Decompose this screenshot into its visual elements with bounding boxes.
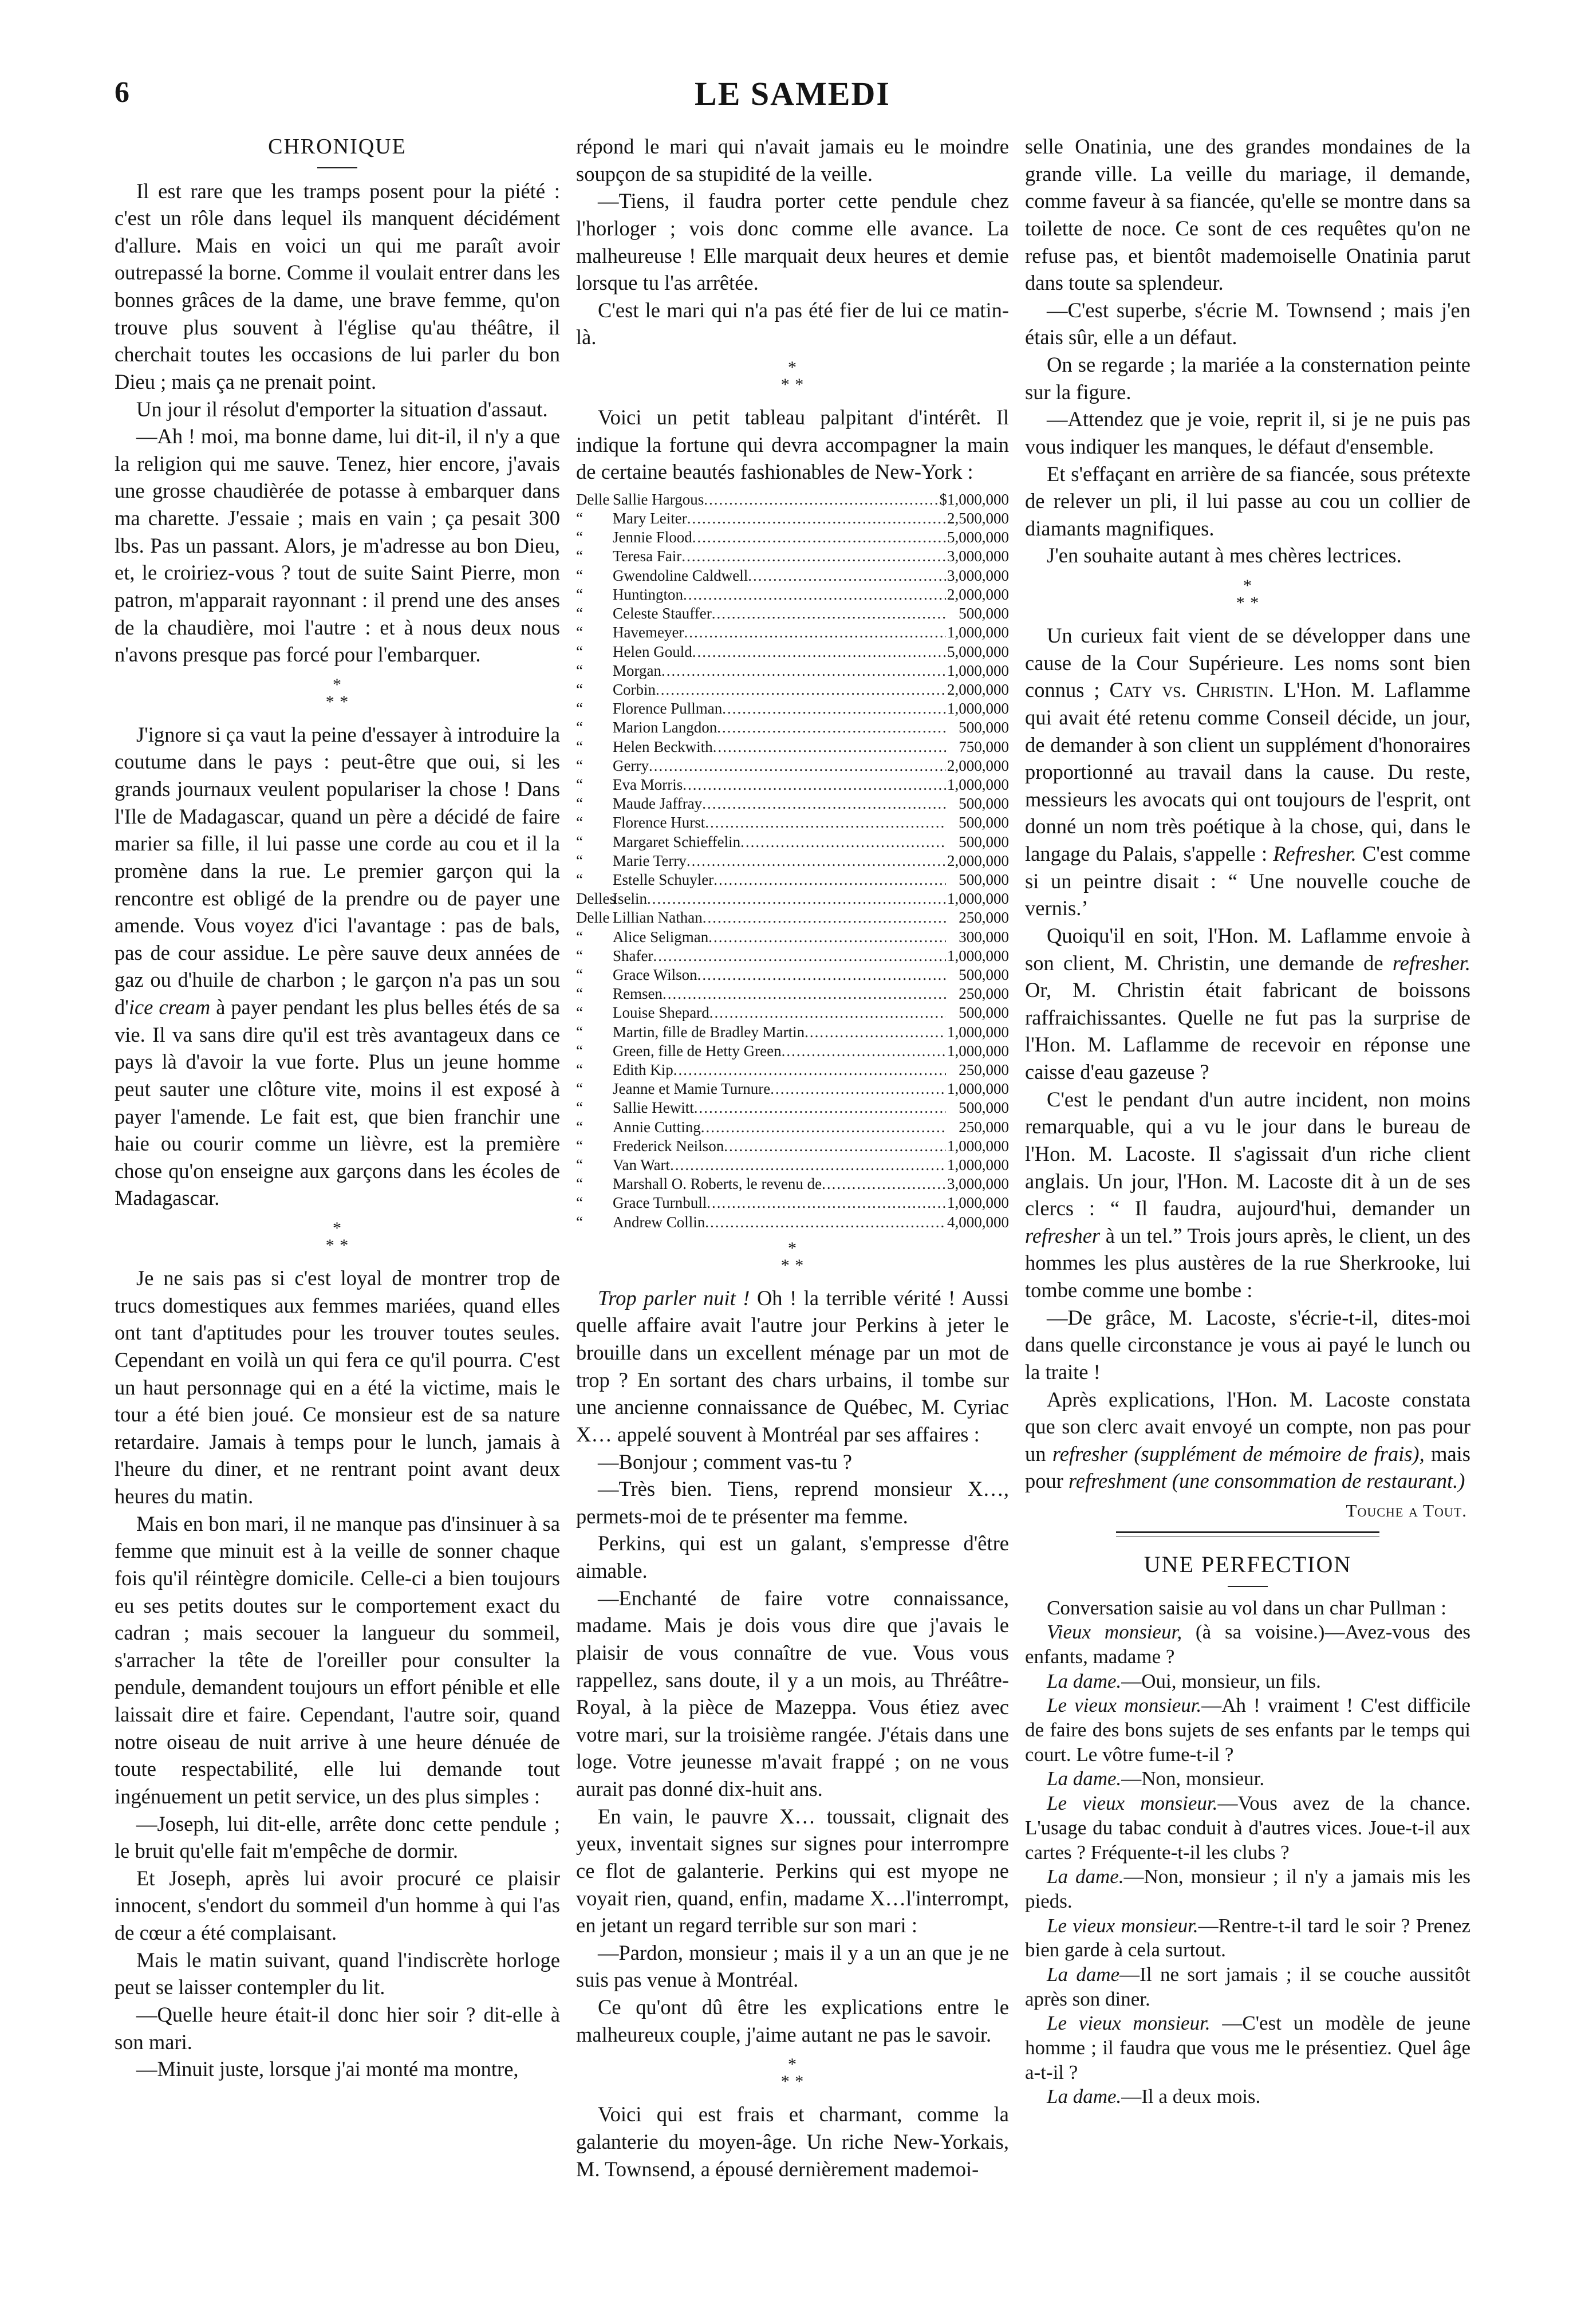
fortune-row [576, 528, 1009, 547]
dialogue-text: —Rentre-t-il tard le soir ? Prenez bien garde à cela surtout. [1025, 1914, 1470, 1961]
paragraph: —Bonjour ; comment vas-tu ? [598, 1449, 853, 1474]
fortune-prefix: Delles [576, 890, 616, 908]
fortune-row [576, 928, 1009, 947]
speaker-name: Vieux monsieur, [1047, 1621, 1182, 1644]
fortune-amount: 500,000 [959, 1099, 1009, 1117]
asterism-divider: * * * [325, 1219, 349, 1255]
fortune-amount: 500,000 [959, 795, 1009, 813]
fortune-name: Helen Gould [613, 643, 692, 660]
fortune-name: Mary Leiter [613, 510, 687, 527]
leader-dots [717, 718, 946, 737]
fortune-prefix: “ [576, 680, 583, 698]
paragraph: En vain, le pauvre X… toussait, clignait des yeux, inventait signes sur signes pour interrompre ce flot de galanterie. Perkins qui est myope ne voyait rien, quand, enfin, madame X…l'interrompt, en jetant un regard terrible sur son mari : [576, 1804, 1009, 1937]
fortune-row [576, 1023, 1009, 1042]
paragraph: J'en souhaite autant à mes chères lectrices. [1047, 543, 1402, 568]
fortune-amount: 250,000 [959, 985, 1009, 1003]
fortune-prefix: “ [576, 852, 583, 869]
leader-dots [805, 1023, 946, 1042]
section-heading-chronique: CHRONIQUE [268, 135, 407, 159]
column-right [1025, 133, 1470, 2109]
fortune-name: Gwendoline Caldwell [613, 566, 748, 584]
fortune-row [576, 1118, 1009, 1137]
dialogue-line [1025, 1693, 1470, 1767]
fortune-amount: 1,000,000 [947, 661, 1009, 679]
fortune-name: Shafer [613, 947, 653, 964]
fortune-name: Havemeyer [613, 624, 684, 641]
fortune-row [576, 718, 1009, 737]
fortune-name: Sallie Hargous [613, 490, 704, 508]
section-divider-rule [1116, 1531, 1379, 1537]
dialogue-text: —Non, monsieur ; il n'y a jamais mis les pieds. [1025, 1865, 1471, 1912]
speaker-name: La dame. [1047, 1669, 1122, 1692]
speaker-name: La dame. [1047, 1767, 1122, 1790]
fortune-row [576, 490, 1009, 509]
fortune-prefix: Delle [576, 490, 610, 508]
masthead-title: LE SAMEDI [695, 75, 890, 112]
paragraph: Un curieux fait vient de se développer dans une cause de la Cour Supérieure. Les noms sont bien connus ; Caty vs. Christin. L'Hon. M. Laflamme qui avait été retenu comme Conseil décide, un jour, de demander à son client un supplément d'honoraires proportionné au travail dans la cause. Du reste, messieurs les avocats qui ont toujours de l'esprit, ont donné un nom très poétique à la chose, qui, dans le langage du Palais, s'appelle : Refresher. C'est comme si un peintre disait : “ Une nouvelle couche de vernis.’ [1025, 624, 1471, 920]
dialogue-line [1025, 1767, 1470, 1791]
paragraph: Perkins, qui est un galant, s'empresse d'être aimable. [576, 1531, 1009, 1583]
fortune-name: Annie Cutting [613, 1118, 701, 1136]
dialogue-line [1025, 1620, 1470, 1669]
dialogue-text: —Oui, monsieur, un fils. [1121, 1669, 1321, 1692]
fortune-prefix: “ [576, 1042, 583, 1059]
fortune-amount: 500,000 [959, 1004, 1009, 1022]
leader-dots [687, 509, 946, 528]
fortune-row [576, 1137, 1009, 1156]
fortune-row [576, 1042, 1009, 1061]
fortune-prefix: “ [576, 510, 583, 527]
fortune-prefix: “ [576, 928, 583, 946]
asterism-divider: * * * [780, 358, 805, 394]
fortune-name: Alice Seligman [613, 928, 709, 946]
fortune-name: Marshall O. Roberts, le revenu de [613, 1175, 822, 1193]
fortune-row [576, 775, 1009, 794]
fortune-row [576, 643, 1009, 661]
fortune-name: Edith Kip [613, 1061, 673, 1078]
page-number: 6 [115, 76, 129, 109]
paragraph: Et s'effaçant en arrière de sa fiancée, sous prétexte de relever un pli, il lui passe au cou un collier de diamants magnifiques. [1025, 462, 1470, 540]
leader-dots [822, 1175, 946, 1193]
leader-dots [713, 870, 946, 889]
fortune-amount: 1,000,000 [947, 1156, 1009, 1173]
fortune-amount: 5,000,000 [947, 643, 1009, 660]
paragraph: Voici un petit tableau palpitant d'intérêt. Il indique la fortune qui devra accompagner la main de certaine beautés fashionables de New-York : [576, 405, 1009, 484]
fortune-row [576, 947, 1009, 966]
leader-dots [656, 680, 946, 699]
fortune-row [576, 566, 1009, 585]
fortune-prefix: “ [576, 547, 583, 565]
paragraph: —Tiens, il faudra porter cette pendule chez l'horloger ; vois donc comme elle avance. La malheureuse ! Elle marquait deux heures et demie lorsque tu l'as arrêtée. [576, 189, 1009, 295]
fortune-amount: 2,000,000 [947, 585, 1009, 603]
fortune-prefix: “ [576, 700, 583, 718]
leader-dots [683, 585, 946, 604]
italic-phrase: refreshment (une consommation de restaurant.) [1069, 1469, 1465, 1493]
column-left [115, 133, 560, 2083]
fortune-prefix: “ [576, 1175, 583, 1193]
fortune-name: Teresa Fair [613, 547, 682, 565]
fortune-prefix: “ [576, 814, 583, 832]
fortune-prefix: Delle [576, 909, 610, 927]
paragraph: —Enchanté de faire votre connaissance, madame. Mais je dois vous dire que j'avais le plaisir de vous connaître de vue. Vous vous rappellez, sans doute, il y a un mois, au Thréâtre-Royal, à la pièce de Mazeppa. Vous étiez avec votre mari, sur la troisième rangée. J'étais dans une loge. Votre jeunesse m'avait frappé ; on ne vous aurait pas donné dix-huit ans. [576, 1586, 1009, 1801]
dialogue-line [1025, 1914, 1470, 1963]
leader-dots [684, 623, 946, 642]
fortune-name: Corbin [613, 680, 656, 698]
fortune-prefix: “ [576, 833, 583, 850]
fortune-amount: 1,000,000 [947, 1080, 1009, 1098]
fortune-row [576, 794, 1009, 813]
fortune-amount: 1,000,000 [947, 1042, 1009, 1059]
leader-dots [740, 833, 946, 852]
italic-phrase: Trop parler nuit ! [598, 1286, 750, 1310]
fortune-amount: 1,000,000 [947, 624, 1009, 641]
leader-dots [782, 1042, 946, 1061]
leader-dots [663, 984, 946, 1003]
case-name: Caty vs. Christin. [1109, 678, 1274, 702]
fortune-name: Marion Langdon [613, 719, 717, 736]
fortune-amount: 2,500,000 [947, 510, 1009, 527]
fortune-amount: 1,000,000 [947, 890, 1009, 908]
asterism-divider: * * * [780, 2055, 805, 2091]
leader-dots [705, 813, 946, 832]
paragraph: —Minuit juste, lorsque j'ai monté ma montre, [136, 2057, 519, 2081]
fortune-name: Remsen [613, 985, 663, 1003]
fortune-name: Gerry [613, 757, 649, 774]
fortune-name: Eva Morris [613, 775, 683, 793]
fortune-amount: 1,000,000 [947, 700, 1009, 718]
fortune-name: Helen Beckwith [613, 738, 713, 755]
fortune-prefix: “ [576, 757, 583, 774]
paragraph: —Très bien. Tiens, reprend monsieur X…, permets-moi de te présenter ma femme. [576, 1477, 1009, 1528]
fortune-name: Jeanne et Mamie Turnure [613, 1080, 771, 1098]
dialogue-lines [1025, 1620, 1470, 2109]
fortune-row [576, 1003, 1009, 1022]
italic-phrase: refresher (supplément de mémoire de frais), [1052, 1441, 1425, 1466]
fortune-prefix: “ [576, 1080, 583, 1098]
paragraph: —Pardon, monsieur ; mais il y a un an que je ne suis pas venue à Montréal. [576, 1940, 1009, 1992]
dialogue-line [1025, 2011, 1470, 2085]
paragraph: C'est le mari qui n'a pas été fier de lui ce matin-là. [576, 298, 1009, 349]
leader-dots [770, 1080, 946, 1098]
fortune-prefix: “ [576, 643, 583, 660]
paragraph: —De grâce, M. Lacoste, s'écrie-t-il, dites-moi dans quelle circonstance je vous ai payé le lunch ou la traite ! [1025, 1305, 1470, 1384]
dialogue-line [1025, 2085, 1470, 2109]
dialogue-text: —Il ne sort jamais ; il se couche aussitôt après son diner. [1025, 1963, 1470, 2010]
speaker-name: Le vieux monsieur. [1047, 1914, 1198, 1937]
fortune-row [576, 908, 1009, 927]
fortune-prefix: “ [576, 947, 583, 964]
fortune-row [576, 852, 1009, 870]
paragraph: Voici qui est frais et charmant, comme la galanterie du moyen-âge. Un riche New-Yorkais, M. Townsend, a épousé dernièrement mademoi- [576, 2102, 1009, 2181]
speaker-name: Le vieux monsieur. [1047, 1694, 1202, 1717]
fortune-amount: 2,000,000 [947, 757, 1009, 774]
fortune-prefix: “ [576, 1118, 583, 1136]
paragraph: Conversation saisie au vol dans un char Pullman : [1047, 1596, 1446, 1619]
paragraph: —Ah ! moi, ma bonne dame, lui dit-il, il n'y a que la religion qui me sauve. Tenez, hier encore, j'avais une grosse chaudièrée de potasse à embarquer dans ma charette. J'essaie ; mais en vain ; ça pesait 300 lbs. Pas un passant. Alors, je m'adresse au bon Dieu, et, le croiriez-vous ? tout de suite Saint Pierre, mon patron, m'apparait rayonnant : il prend une des anses de la chaudière, moi l'autre : et à nous deux nous n'avons presque pas forcé pour l'embarquer. [115, 424, 560, 667]
fortune-prefix: “ [576, 566, 583, 584]
fortune-amount: 500,000 [959, 814, 1009, 832]
speaker-name: Le vieux monsieur. [1047, 2012, 1211, 2035]
paragraph: Et Joseph, après lui avoir procuré ce plaisir innocent, s'endort du sommeil d'un homme à qui l'as de cœur a été complaisant. [115, 1866, 560, 1945]
column-middle [576, 133, 1009, 2183]
fortune-name: Iselin [613, 890, 647, 908]
fortune-amount: 750,000 [959, 738, 1009, 755]
leader-dots [673, 1061, 946, 1080]
section-heading-perfection: UNE PERFECTION [1144, 1551, 1352, 1578]
leader-dots [712, 604, 946, 623]
paragraph: Mais le matin suivant, quand l'indiscrète horloge peut se laisser contempler du lit. [115, 1948, 560, 1999]
leader-dots [748, 566, 946, 585]
fortune-prefix: “ [576, 624, 583, 641]
heading-rule [317, 167, 357, 168]
fortune-row [576, 1080, 1009, 1098]
fortune-row [576, 1193, 1009, 1212]
fortune-amount: 2,000,000 [947, 852, 1009, 869]
italic-phrase: Refresher. [1273, 842, 1357, 865]
fortune-prefix: “ [576, 1194, 583, 1212]
fortune-row [576, 1061, 1009, 1080]
fortune-amount: 300,000 [959, 928, 1009, 946]
fortune-table [576, 490, 1009, 1232]
fortune-name: Green, fille de Hetty Green [613, 1042, 782, 1059]
fortune-amount: 500,000 [959, 833, 1009, 850]
heading-rule [1228, 1586, 1268, 1587]
fortune-row [576, 1213, 1009, 1232]
fortune-prefix: “ [576, 605, 583, 623]
leader-dots [713, 738, 946, 757]
fortune-amount: 1,000,000 [947, 1023, 1009, 1041]
fortune-amount: 500,000 [959, 605, 1009, 623]
leader-dots [702, 794, 946, 813]
leader-dots [647, 889, 946, 908]
fortune-amount: 3,000,000 [947, 547, 1009, 565]
leader-dots [692, 643, 946, 661]
fortune-name: Grace Wilson [613, 966, 697, 983]
italic-phrase: ice cream [128, 995, 211, 1019]
fortune-amount: 3,000,000 [947, 1175, 1009, 1193]
fortune-prefix: “ [576, 719, 583, 736]
leader-dots [692, 528, 946, 547]
fortune-prefix: “ [576, 1004, 583, 1022]
fortune-amount: 250,000 [959, 1061, 1009, 1078]
dialogue-line [1025, 1865, 1470, 1913]
fortune-name: Maude Jaffray [613, 795, 703, 813]
leader-dots [661, 661, 946, 680]
paragraph: On se regarde ; la mariée a la consternation peinte sur la figure. [1025, 353, 1470, 404]
paragraph: Quoiqu'il en soit, l'Hon. M. Laflamme envoie à son client, M. Christin, une demande de refresher. Or, M. Christin était fabricant de boissons raffraichissantes. Quelle ne fut pas la surprise de l'Hon. M. Laflamme de recevoir en réponse une caisse d'eau gazeuse ? [1025, 923, 1470, 1084]
fortune-amount: 4,000,000 [947, 1213, 1009, 1231]
fortune-name: Grace Turnbull [613, 1194, 707, 1212]
fortune-amount: 250,000 [959, 909, 1009, 927]
dialogue-block [1025, 1596, 1470, 2109]
fortune-amount: 3,000,000 [947, 566, 1009, 584]
paragraph: répond le mari qui n'avait jamais eu le moindre soupçon de sa stupidité de la veille. [576, 135, 1009, 186]
fortune-prefix: “ [576, 1023, 583, 1041]
speaker-name: La dame. [1047, 2085, 1122, 2108]
fortune-prefix: “ [576, 661, 583, 679]
leader-dots [694, 1098, 946, 1117]
paragraph: J'ignore si ça vaut la peine d'essayer à introduire la coutume dans le pays : peut-être que oui, si les grands journaux veulent populariser la chose ! Dans l'Ile de Madagascar, quand un père a décidé de faire marier sa fille, il lui passe une corde au cou et il la promène dans la rue. Le premier garçon qui la rencontre est obligé de la prendre ou de payer une amende. Vous voyez d'ici l'avantage : pas de bals, pas de cour assidue. Le père sauve deux années de gaz ou d'huile de charbon ; le garçon n'a pas un sou d'ice cream à payer pendant les plus belles étés de sa vie. Il va sans dire qu'il est très avantageux dans ce pays là d'avoir la vue forte. Plus un jeune homme peut sauter une clôture vite, moins il est exposé à payer l'amende. Le fait est, que bien franchir une haie ou courir comme un lièvre, est la première chose qu'on enseigne aux garçons dans les écoles de Madagascar. [115, 722, 560, 1210]
fortune-prefix: “ [576, 1061, 583, 1078]
leader-dots [708, 928, 946, 947]
leader-dots [681, 547, 946, 566]
leader-dots [709, 1003, 946, 1022]
speaker-name: La dame [1047, 1963, 1120, 1986]
paragraph: Il est rare que les tramps posent pour la piété : c'est un rôle dans lequel ils manquent décidément d'allure. Mais en voici un qui me paraît avoir outrepassé la borne. Comme il voulait entrer dans les bonnes grâces de la dame, une brave femme, qu'on trouve plus souvent à l'église qu'au théâtre, il cherchait toutes les occasions de lui parler du bon Dieu ; mais ça ne prenait point. [115, 179, 560, 393]
asterism-divider: * * * [325, 675, 349, 711]
leader-dots [649, 757, 946, 775]
italic-phrase: refresher. [1392, 951, 1470, 975]
paragraph: —Quelle heure était-il donc hier soir ? dit-elle à son mari. [115, 2002, 560, 2054]
fortune-row [576, 870, 1009, 889]
fortune-amount: 500,000 [959, 966, 1009, 983]
leader-dots [670, 1156, 946, 1175]
leader-dots [722, 699, 946, 718]
leader-dots [703, 908, 946, 927]
fortune-row [576, 738, 1009, 757]
fortune-row [576, 1098, 1009, 1117]
fortune-name: Sallie Hewitt [613, 1099, 694, 1117]
speaker-name: Le vieux monsieur. [1047, 1792, 1218, 1815]
leader-dots [697, 966, 946, 984]
asterism-divider: * * * [780, 1238, 805, 1275]
fortune-amount: 500,000 [959, 870, 1009, 888]
fortune-prefix: “ [576, 529, 583, 546]
fortune-amount: 5,000,000 [947, 529, 1009, 546]
leader-dots [724, 1137, 946, 1156]
fortune-row [576, 1156, 1009, 1175]
dialogue-line [1025, 1669, 1470, 1694]
leader-dots [683, 775, 946, 794]
fortune-row [576, 547, 1009, 566]
paragraph: selle Onatinia, une des grandes mondaines de la grande ville. La veille du mariage, il demande, comme faveur à sa fiancée, qu'elle se montre dans sa toilette de noce. Ce sont de ces requêtes qu'on ne refuse pas, et bientôt mademoiselle Onatinia parut dans toute sa splendeur. [1025, 135, 1470, 295]
paragraph: —Joseph, lui dit-elle, arrête donc cette pendule ; le bruit qu'elle fait m'empêche de dormir. [115, 1811, 560, 1863]
author-signature: Touche a Tout. [1346, 1500, 1467, 1521]
fortune-row [576, 966, 1009, 984]
asterism-divider: * * * [1236, 576, 1260, 612]
fortune-row [576, 604, 1009, 623]
fortune-row [576, 699, 1009, 718]
fortune-name: Van Wart [613, 1156, 671, 1173]
fortune-row [576, 889, 1009, 908]
fortune-name: Florence Hurst [613, 814, 705, 832]
paragraph: C'est le pendant d'un autre incident, non moins remarquable, qui a vu le jour dans le bureau de l'Hon. M. Lacoste. Il s'agissait d'un riche client anglais. Un jour, l'Hon. M. Lacoste dit à un de ses clercs : “ Il faudra, aujourd'hui, demander un refresher à un tel.” Trois jours après, le client, un des hommes les plus austères de la rue Sherkrooke, lui tombe comme une bombe : [1025, 1087, 1470, 1302]
speaker-name: La dame. [1047, 1865, 1124, 1888]
fortune-name: Huntington [613, 585, 684, 603]
fortune-prefix: “ [576, 738, 583, 755]
fortune-prefix: “ [576, 775, 583, 793]
paragraph: Trop parler nuit ! Oh ! la terrible vérité ! Aussi quelle affaire avait l'autre jour Perkins à jeter le brouille dans un excellent ménage par un mot de trop ? En sortant des chars urbains, il tombe sur une ancienne connaissance de Québec, M. Cyriac X… appelé souvent à Montréal par ses affaires : [576, 1286, 1009, 1446]
fortune-prefix: “ [576, 1156, 583, 1173]
fortune-amount: 1,000,000 [947, 947, 1009, 964]
leader-dots [687, 852, 946, 870]
fortune-row [576, 813, 1009, 832]
fortune-prefix: “ [576, 795, 583, 813]
fortune-prefix: “ [576, 966, 583, 983]
fortune-prefix: “ [576, 870, 583, 888]
fortune-name: Celeste Stauffer [613, 605, 712, 623]
leader-dots [653, 947, 946, 966]
paragraph: —Attendez que je voie, reprit il, si je ne puis pas vous indiquer les manques, le défaut d'ensemble. [1025, 407, 1470, 458]
fortune-amount: 250,000 [959, 1118, 1009, 1136]
fortune-row [576, 509, 1009, 528]
fortune-row [576, 623, 1009, 642]
paragraph: Mais en bon mari, il ne manque pas d'insinuer à sa femme que minuit est à la veille de sonner chaque fois qu'il réintègre domicile. Celle-ci a bien toujours eu ses petits doutes sur le comportement exact du cadran ; mais secouer la langueur du sommeil, s'arracher la tête de l'oreiller pour consulter la pendule, demandent toujours un effort pénible et elle laissait dire et faire. Cependant, l'autre soir, quand notre oiseau de nuit arrive à une heure dénuée de toute respectabilité, elle lui demande tout ingénuement un petit service, un des plus simples : [115, 1511, 560, 1808]
italic-phrase: refresher [1025, 1223, 1101, 1247]
fortune-name: Martin, fille de Bradley Martin [613, 1023, 805, 1041]
fortune-name: Louise Shepard [613, 1004, 709, 1022]
paragraph: Après explications, l'Hon. M. Lacoste constata que son clerc avait envoyé un compte, non pas pour un refresher (supplément de mémoire de frais), mais pour refreshment (une consommation de restaurant.) [1025, 1387, 1471, 1493]
dialogue-line [1025, 1791, 1470, 1865]
fortune-prefix: “ [576, 585, 583, 603]
fortune-name: Andrew Collin [613, 1213, 705, 1231]
fortune-prefix: “ [576, 1137, 583, 1155]
dialogue-text: —Vous avez de la chance. L'usage du tabac conduit à d'autres vices. Joue-t-il aux cartes ? Fréquente-t-il les clubs ? [1025, 1792, 1471, 1864]
fortune-amount: 1,000,000 [947, 1194, 1009, 1212]
fortune-name: Frederick Neilson [613, 1137, 724, 1155]
fortune-amount: 1,000,000 [947, 775, 1009, 793]
dialogue-text: (à sa voisine.)—Avez-vous des enfants, madame ? [1025, 1621, 1470, 1668]
fortune-prefix: “ [576, 985, 583, 1003]
fortune-name: Estelle Schuyler [613, 870, 714, 888]
fortune-row [576, 984, 1009, 1003]
fortune-row [576, 1175, 1009, 1193]
dialogue-text: —Ah ! vraiment ! C'est difficile de faire des bons sujets de ses enfants par le temps qui court. Le vôtre fume-t-il ? [1025, 1694, 1470, 1766]
paragraph: Je ne sais pas si c'est loyal de montrer trop de trucs domestiques aux femmes mariées, quand elles ont tant d'aptitudes pour les trouver toutes seules. Cependant en voilà un qui fera ce qu'il pourra. C'est un haut personnage qui en a été la victime, mais le tour a été bien joué. Ce monsieur est de sa nature retardaire. Jamais à temps pour le lunch, jamais à l'heure du diner, et ne rentrant point avant deux heures du matin. [115, 1266, 560, 1508]
fortune-name: Morgan [613, 661, 661, 679]
fortune-amount: 500,000 [959, 719, 1009, 736]
leader-dots [701, 1118, 946, 1137]
fortune-amount: 2,000,000 [947, 680, 1009, 698]
paragraph: Un jour il résolut d'emporter la situation d'assaut. [136, 397, 548, 421]
fortune-row [576, 680, 1009, 699]
fortune-row [576, 661, 1009, 680]
leader-dots [704, 490, 939, 509]
fortune-row [576, 585, 1009, 604]
fortune-prefix: “ [576, 1213, 583, 1231]
leader-dots [707, 1193, 946, 1212]
fortune-prefix: “ [576, 1099, 583, 1117]
fortune-name: Jennie Flood [613, 529, 692, 546]
fortune-amount: $1,000,000 [939, 490, 1009, 508]
leader-dots [705, 1213, 946, 1232]
fortune-name: Florence Pullman [613, 700, 723, 718]
dialogue-text: —C'est un modèle de jeune homme ; il faudra que vous me le présentiez. Quel âge a-t-il ? [1025, 2012, 1470, 2083]
paragraph: Ce qu'ont dû être les explications entre le malheureux couple, j'aime autant ne pas le savoir. [576, 1995, 1009, 2046]
dialogue-line [1025, 1963, 1470, 2011]
fortune-row [576, 833, 1009, 852]
paragraph: —C'est superbe, s'écrie M. Townsend ; mais j'en étais sûr, elle a un défaut. [1025, 298, 1470, 349]
fortune-name: Lillian Nathan [613, 909, 703, 927]
fortune-name: Marie Terry [613, 852, 687, 869]
dialogue-text: —Il a deux mois. [1121, 2085, 1261, 2108]
fortune-name: Margaret Schieffelin [613, 833, 741, 850]
dialogue-text: —Non, monsieur. [1121, 1767, 1265, 1790]
fortune-row [576, 757, 1009, 775]
fortune-amount: 1,000,000 [947, 1137, 1009, 1155]
